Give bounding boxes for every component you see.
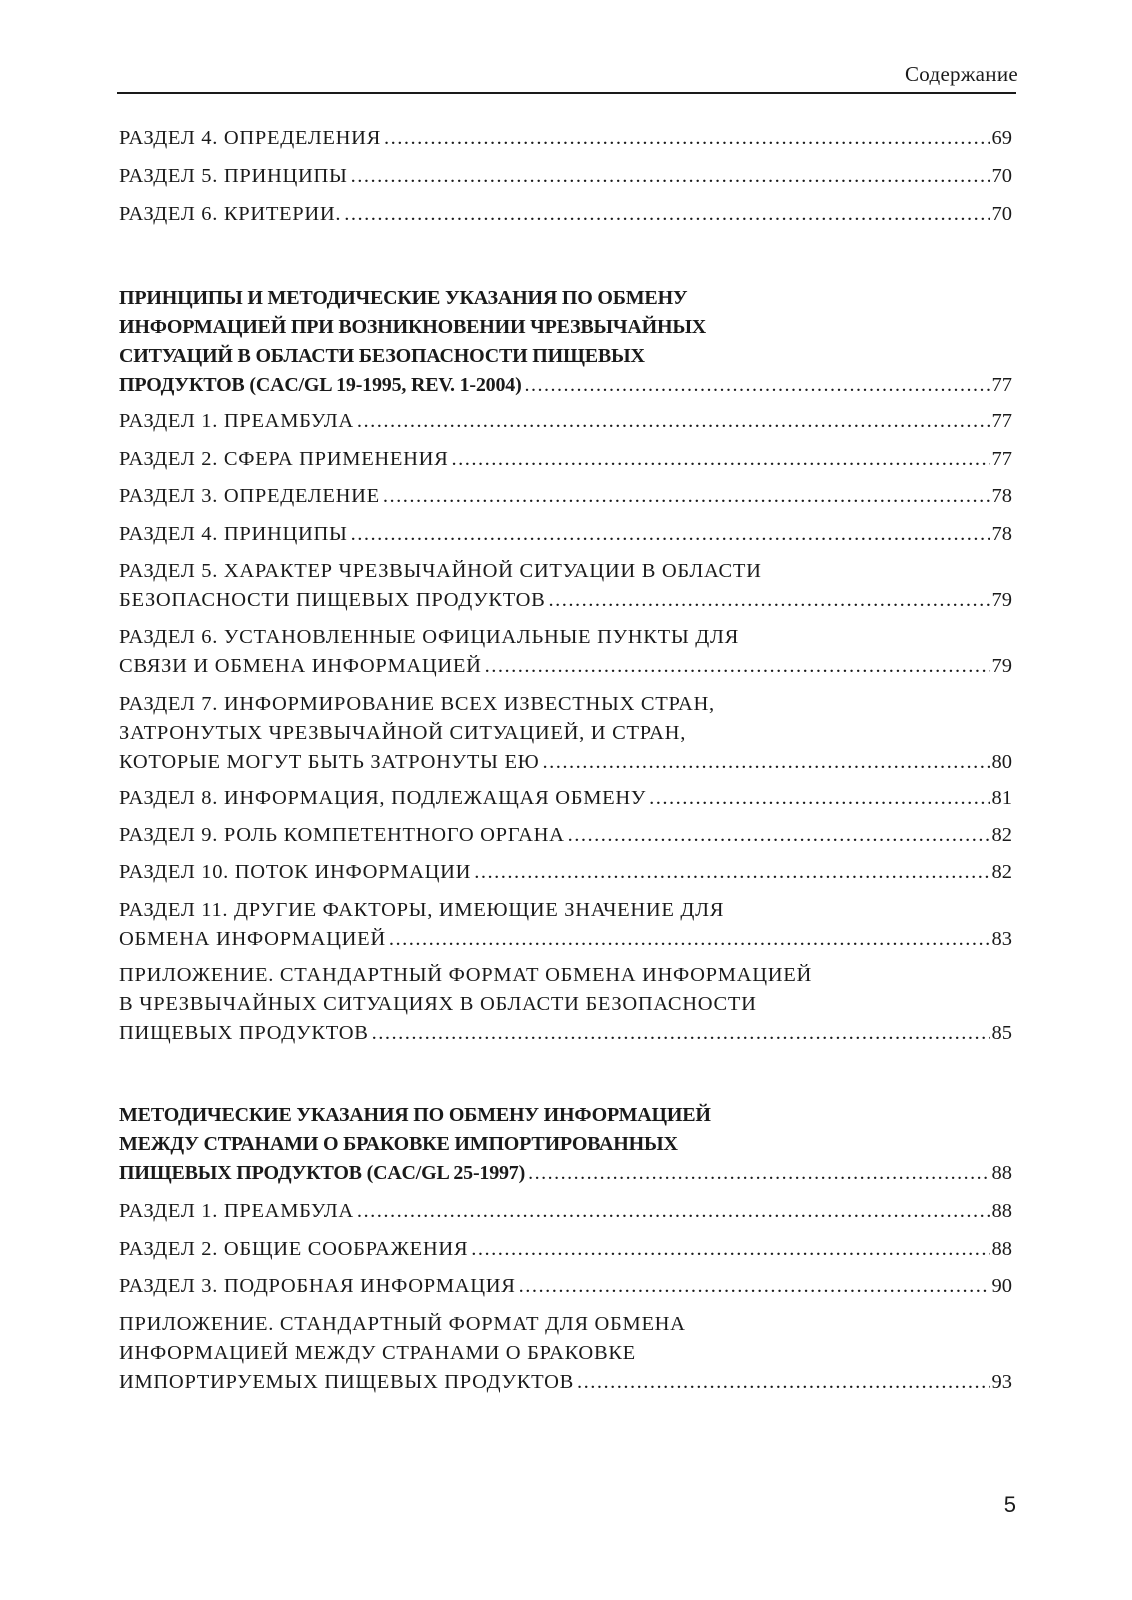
toc-page-number: 82	[991, 824, 1012, 846]
toc-entry-line: РАЗДЕЛ 5. ХАРАКТЕР ЧРЕЗВЫЧАЙНОЙ СИТУАЦИИ В ОБЛАСТИ	[119, 560, 762, 582]
toc-entry	[119, 1197, 1012, 1226]
dot-leader	[344, 200, 989, 229]
toc-entry	[119, 1235, 1012, 1264]
dot-leader	[649, 784, 989, 813]
toc-entry	[119, 482, 1012, 511]
toc-entry	[119, 784, 1012, 813]
dot-leader	[474, 858, 989, 887]
toc-entry	[119, 520, 1012, 549]
toc-entry	[119, 690, 1012, 777]
dot-leader	[577, 1368, 990, 1397]
toc-entry	[119, 557, 1012, 615]
header-divider	[117, 92, 1016, 94]
toc-entry-title: РАЗДЕЛ 8. ИНФОРМАЦИЯ, ПОДЛЕЖАЩАЯ ОБМЕНУ	[119, 787, 647, 809]
dot-leader	[519, 1272, 990, 1301]
toc-page-number: 82	[991, 861, 1012, 883]
toc-entry-title: ПИЩЕВЫХ ПРОДУКТОВ (CAC/GL 25-1997)	[119, 1162, 526, 1184]
dot-leader	[384, 124, 989, 153]
dot-leader	[485, 652, 990, 681]
toc-entry-title: КОТОРЫЕ МОГУТ БЫТЬ ЗАТРОНУТЫ ЕЮ	[119, 751, 540, 773]
toc-page-number: 88	[991, 1162, 1012, 1184]
toc-page-number: 79	[991, 589, 1012, 611]
toc-page-number: 79	[991, 655, 1012, 677]
toc-entry-line: РАЗДЕЛ 7. ИНФОРМИРОВАНИЕ ВСЕХ ИЗВЕСТНЫХ СТРАН,	[119, 693, 715, 715]
toc-entry	[119, 1272, 1012, 1301]
toc-page-number: 88	[991, 1200, 1012, 1222]
toc-entry-line: ПРИЛОЖЕНИЕ. СТАНДАРТНЫЙ ФОРМАТ ДЛЯ ОБМЕНА	[119, 1313, 686, 1335]
dot-leader	[542, 748, 989, 777]
dot-leader	[389, 925, 990, 954]
toc-entry-line: ИНФОРМАЦИЕЙ ПРИ ВОЗНИКНОВЕНИИ ЧРЕЗВЫЧАЙНЫХ	[119, 316, 707, 338]
toc-page-number: 90	[991, 1275, 1012, 1297]
toc-entry-line: РАЗДЕЛ 6. УСТАНОВЛЕННЫЕ ОФИЦИАЛЬНЫЕ ПУНКТЫ ДЛЯ	[119, 626, 739, 648]
toc-entry	[119, 162, 1012, 191]
toc-entry-line: ИНФОРМАЦИЕЙ МЕЖДУ СТРАНАМИ О БРАКОВКЕ	[119, 1342, 636, 1364]
toc-entry-title: РАЗДЕЛ 6. КРИТЕРИИ.	[119, 203, 342, 225]
dot-leader	[351, 162, 990, 191]
toc-entry	[119, 407, 1012, 436]
dot-leader	[383, 482, 990, 511]
toc-entry-title: РАЗДЕЛ 1. ПРЕАМБУЛА	[119, 1200, 354, 1222]
toc-entry	[119, 858, 1012, 887]
toc-page-number: 77	[991, 448, 1012, 470]
toc-entry-title: РАЗДЕЛ 9. РОЛЬ КОМПЕТЕНТНОГО ОРГАНА	[119, 824, 565, 846]
toc-entry	[119, 821, 1012, 850]
toc-entry-title: ИМПОРТИРУЕМЫХ ПИЩЕВЫХ ПРОДУКТОВ	[119, 1371, 574, 1393]
toc-entry-title: РАЗДЕЛ 3. ПОДРОБНАЯ ИНФОРМАЦИЯ	[119, 1275, 516, 1297]
dot-leader	[471, 1235, 989, 1264]
dot-leader	[528, 1159, 989, 1188]
toc-page-number: 77	[991, 374, 1012, 396]
toc-entry-title: РАЗДЕЛ 2. ОБЩИЕ СООБРАЖЕНИЯ	[119, 1238, 469, 1260]
toc-entry-line: В ЧРЕЗВЫЧАЙНЫХ СИТУАЦИЯХ В ОБЛАСТИ БЕЗОПАСНОСТИ	[119, 993, 757, 1015]
toc-entry-title: РАЗДЕЛ 1. ПРЕАМБУЛА	[119, 410, 354, 432]
page-number: 5	[1003, 1492, 1016, 1517]
toc-page-number: 77	[991, 410, 1012, 432]
toc-entry-title: БЕЗОПАСНОСТИ ПИЩЕВЫХ ПРОДУКТОВ	[119, 589, 546, 611]
toc-entry-title: РАЗДЕЛ 10. ПОТОК ИНФОРМАЦИИ	[119, 861, 472, 883]
toc-entry-title: РАЗДЕЛ 5. ПРИНЦИПЫ	[119, 165, 348, 187]
toc-entry	[119, 124, 1012, 153]
toc-entry-line: ЗАТРОНУТЫХ ЧРЕЗВЫЧАЙНОЙ СИТУАЦИЕЙ, И СТРАН,	[119, 722, 687, 744]
dot-leader	[525, 371, 990, 400]
toc-page-number: 70	[991, 203, 1012, 225]
toc-entry	[119, 961, 1012, 1048]
toc-entry-title: РАЗДЕЛ 4. ОПРЕДЕЛЕНИЯ	[119, 127, 382, 149]
toc-section-heading	[119, 1101, 1012, 1188]
toc-entry	[119, 200, 1012, 229]
toc-page-number: 93	[991, 1371, 1012, 1393]
toc-entry-line: ПРИНЦИПЫ И МЕТОДИЧЕСКИЕ УКАЗАНИЯ ПО ОБМЕНУ	[119, 287, 688, 309]
toc-section-heading	[119, 284, 1012, 400]
dot-leader	[357, 407, 990, 436]
dot-leader	[351, 520, 990, 549]
toc-page-number: 88	[991, 1238, 1012, 1260]
toc-entry-title: РАЗДЕЛ 4. ПРИНЦИПЫ	[119, 523, 348, 545]
toc-page-number: 80	[991, 751, 1012, 773]
toc-entry-line: РАЗДЕЛ 11. ДРУГИЕ ФАКТОРЫ, ИМЕЮЩИЕ ЗНАЧЕНИЕ ДЛЯ	[119, 899, 725, 921]
dot-leader	[568, 821, 990, 850]
dot-leader	[452, 445, 990, 474]
toc-entry-title: ПИЩЕВЫХ ПРОДУКТОВ	[119, 1022, 369, 1044]
dot-leader	[549, 586, 990, 615]
dot-leader	[357, 1197, 990, 1226]
toc-entry	[119, 445, 1012, 474]
toc-entry-title: РАЗДЕЛ 2. СФЕРА ПРИМЕНЕНИЯ	[119, 448, 449, 470]
toc-entry-line: МЕЖДУ СТРАНАМИ О БРАКОВКЕ ИМПОРТИРОВАННЫХ	[119, 1133, 678, 1155]
toc-entry	[119, 896, 1012, 954]
toc-page-number: 78	[991, 485, 1012, 507]
dot-leader	[372, 1019, 990, 1048]
toc-entry	[119, 623, 1012, 681]
toc-entry	[119, 1310, 1012, 1397]
toc-page-number: 70	[991, 165, 1012, 187]
toc-entry-title: ПРОДУКТОВ (CAC/GL 19-1995, REV. 1-2004)	[119, 374, 522, 396]
toc-page-number: 85	[991, 1022, 1012, 1044]
toc-page-number: 81	[991, 787, 1012, 809]
toc-page-number: 78	[991, 523, 1012, 545]
toc-entry-title: ОБМЕНА ИНФОРМАЦИЕЙ	[119, 928, 386, 950]
toc-entry-title: РАЗДЕЛ 3. ОПРЕДЕЛЕНИЕ	[119, 485, 380, 507]
toc-page-number: 83	[991, 928, 1012, 950]
toc-entry-line: ПРИЛОЖЕНИЕ. СТАНДАРТНЫЙ ФОРМАТ ОБМЕНА ИНФОРМАЦИЕЙ	[119, 964, 812, 986]
toc-entry-title: СВЯЗИ И ОБМЕНА ИНФОРМАЦИЕЙ	[119, 655, 482, 677]
running-header-title: Содержание	[904, 62, 1018, 86]
toc-entry-line: СИТУАЦИЙ В ОБЛАСТИ БЕЗОПАСНОСТИ ПИЩЕВЫХ	[119, 345, 645, 367]
toc-page-number: 69	[991, 127, 1012, 149]
toc-entry-line: МЕТОДИЧЕСКИЕ УКАЗАНИЯ ПО ОБМЕНУ ИНФОРМАЦИЕЙ	[119, 1104, 711, 1126]
